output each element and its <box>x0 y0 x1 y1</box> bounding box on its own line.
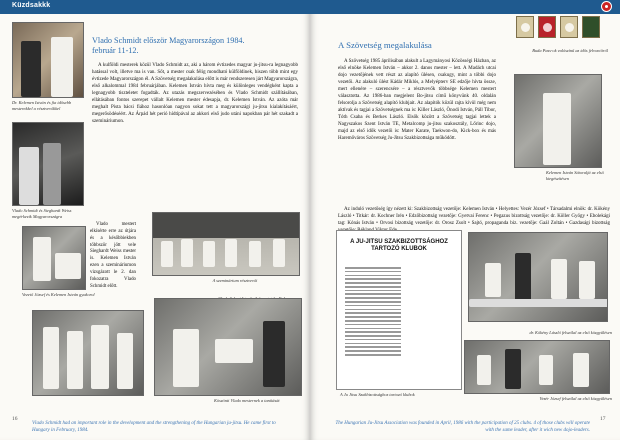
doc-lines <box>345 267 401 358</box>
photo-seminar-group <box>152 212 300 276</box>
caption-awards: Buda Pass-ok valószínű az idős felvonóiról <box>532 48 608 53</box>
left-body-paragraph: A kulföldi mesterek közül Vlado Schmidt az, aki a három évtizedes magyar ju-jitsu-ra legnagyobb hatással volt, illetve ma is van. Sőt, a mester csak félig mondható külföldinek, hiszen több mint egy évtizede Magyarországon él. A Szövetség megalakulása előtt is már rendszeresen járt Magyarországra, első alkalommal 1984 februárjában. Kelemen István hívta meg és különleges vendégként kapta a legnagyobb tiszteletet fogadták. Az utazás megszervezésében és Vlado Schmidt szállításában, ellátásában fontos szerepet vállalt Kelemen mester édesapja, dr. Kelemen István. Az azóta már meghalt Pista bácsi fiához hasonlóan nagyon sokat tett a magyarországi ju-jitsu kialakításáért, megerősödéséért. Az Árpád hét perió hídtípával az akkori első judo utáni napokban pár hét szakadt a szemináriumon. <box>92 63 298 124</box>
footer-right: The Hungarian Ju-Jitsu Association was founded in April, 1986 with the participation of 25 clubs. 4 of those clubs will operate with the same leader, after it wich new dojo-leaders. <box>335 421 590 433</box>
photo-kelemen-and-son <box>12 22 84 98</box>
right-body-main <box>338 58 496 142</box>
caption-bottom: Köszönti Vlado mesternek a tanítását <box>214 398 280 403</box>
award-certificate-icon <box>516 16 534 38</box>
right-main-paragraph: A Szövetség 1985 áprilisában alakult a Lagymányosi Közösségi Házban, az első elnöke Kelemen István – akkor 2. danos mester – lett. A Madách utcai dojo vezetőjének vett részt az alapító ülésen, csakugy, mint a többi dojo vezetői. Az alakuló ülést Kádár Miklós, a Melyépterv SE edzője hívta össze, mert ellenére – szerencsére – a résztvevők többsége Kelemen mestert választotta. Az 1986-ban megjelent Bo-jitsu című könyvünk 40. oldalán felsorolja a Szövetség alapító klubjait. Az alapítók közül rajta kívül még nem aktívak és tagjai a Szövetségnek ma is: Killer László, Önodi István, Páll Tibor, Tóth Csaba és Berkes László. Elsők között a Szövetség tagjai lettek a Nagyszakos Szent István TE, Metalcomp ju-jitsu szakosztály, Lőrinc dojo, majd az első idők vezetői is: Mater Karate, Taekwon-do, Kick-box és más Haremőváros Szövetség Ju-Jitsu Szakbizottsága működött. <box>338 59 496 141</box>
page-number-left: 16 <box>12 416 18 422</box>
right-officers-paragraph: Az induló vezetőség így nézett ki: Szakbizottság vezetője: Kelemen István • Helyettes: Vezér József • Társadalmi elnök: dr. Kökény László • Titkár: dr. Kochner Irén • Edzőbizottság vezetője: Gyetvai Ferenc • Pegazus bizottság vezetője: dr. Köller Gyögy • Ebolekági tag: Kónás István • Orvosi bizottság vezetője: dr. Orosz Zsolt • Sajtó, propaganda biz. vezetője: Gaál Zoltán • Gazdasági bizottság <box>338 207 610 226</box>
caption-top-left: Dr. Kelemen István és fia idősebb mesterekkel a résztvevőkkel <box>12 100 72 111</box>
photo-practice <box>22 226 86 290</box>
caption-mid-left: Vlado Schmidt és Sieghardt Weiss megérkezik Magyarországra <box>12 208 72 219</box>
footer-left: Vlado Schmidt had an important role in the development and the strengthening of the Hungarian ju-jitsu. He came first to Hungary in February, 1984. <box>32 421 276 433</box>
right-page <box>310 0 620 440</box>
photo-meeting-top <box>468 232 608 322</box>
club-list-document <box>336 230 462 390</box>
photo-kelemen-speech <box>514 74 602 168</box>
doc-title-line1: A JU-JITSU SZAKBIZOTTSÁGHOZ <box>350 239 448 245</box>
left-short-paragraph: Vlado mestert elkísérte erre az útjára és a későbbiekben többször jött vele Sieghardt Weiss mester is. Kelemen István ezen a szemináriumon vizsgázott le 2. dan fokozatra Vlado Schmidt előtt. <box>90 222 136 289</box>
doc-title <box>337 239 461 253</box>
left-body-short <box>90 222 136 291</box>
caption-seminar: A szeminárium résztvevői <box>212 278 258 283</box>
caption-small-left: Vezető József és Kelemen István gyakorol <box>22 292 95 297</box>
caption-doc: A Ju Jitsu Szakbizottsághoz tartozó klubok <box>340 392 415 397</box>
page-number-right: 17 <box>600 416 606 422</box>
caption-meeting-top: dr. Kökény László felszólal az első közgyűlésen <box>529 330 612 335</box>
award-red-icon <box>538 16 556 38</box>
right-heading: A Szövetség megalakulása <box>338 40 432 50</box>
photo-vlado-technique <box>32 310 144 396</box>
left-heading: Vlado Schmidt először Magyarországon 1984. február 11-12. <box>92 36 245 56</box>
caption-meeting-bottom: Vezér József felszólal az első közgyűlésen <box>539 396 612 401</box>
photo-arrival <box>12 122 84 206</box>
photo-meeting-bottom <box>464 340 610 394</box>
left-body-text <box>92 62 298 125</box>
awards-row <box>516 12 608 52</box>
award-emblem-icon <box>560 16 578 38</box>
flag-badge-icon <box>601 1 612 12</box>
award-book-icon <box>582 16 600 38</box>
section-label: Küzdsakkk <box>12 2 51 9</box>
doc-title-line2: TARTOZÓ KLUBOK <box>371 246 427 253</box>
caption-right-top: Kelemen István Sátoraljá az első kiegészítésen <box>546 170 604 181</box>
photo-bow <box>154 298 302 396</box>
